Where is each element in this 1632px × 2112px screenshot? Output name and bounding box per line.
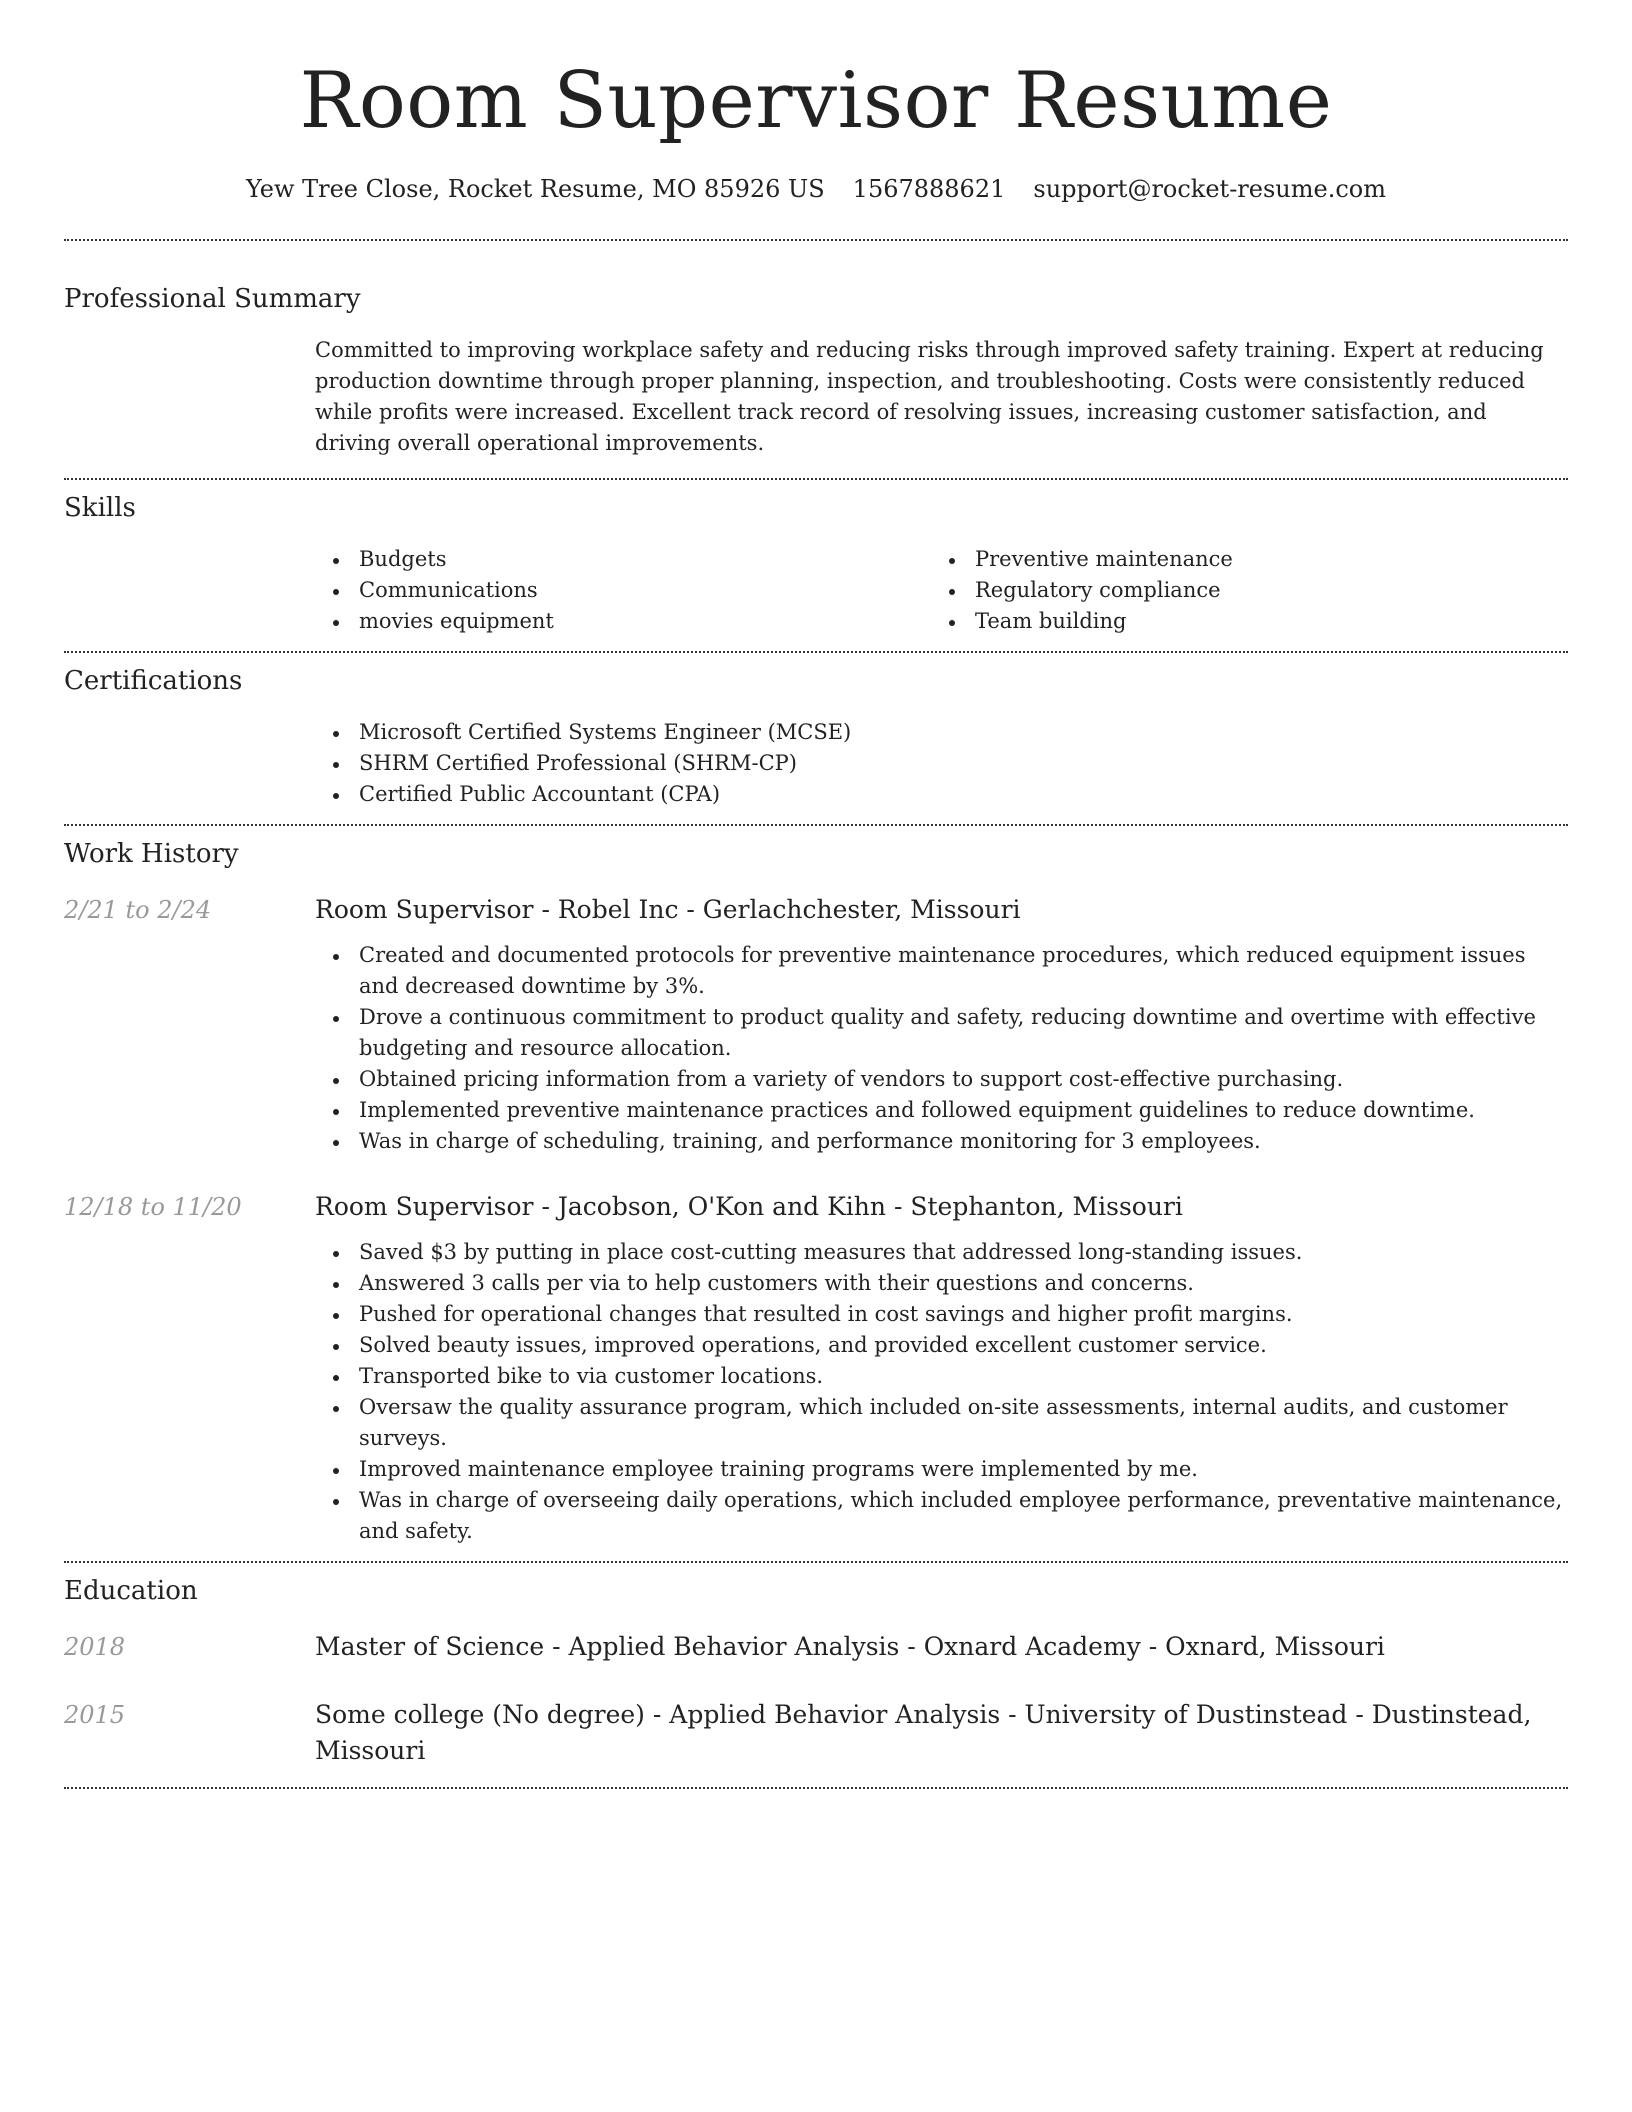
summary-text: Committed to improving workplace safety and reducing risks through improved safety training. Expert at reducing production downtime through proper planning, inspection, and troubleshooting. Costs were consistently reduced while profits were increased. Excellent track record of resolving issues, increasing customer satisfaction, and driving overall operational improvements. (315, 338, 1544, 455)
job-entry (64, 1189, 1568, 1547)
resume-header (64, 0, 1568, 206)
list-item: Certified Public Accountant (CPA) (315, 779, 1568, 810)
education-section (64, 1573, 1568, 1769)
divider (64, 651, 1568, 653)
list-item: Oversaw the quality assurance program, which included on-site assessments, internal audits, and customer surveys. (315, 1392, 1568, 1454)
list-item: Created and documented protocols for preventive maintenance procedures, which reduced equipment issues and decreased downtime by 3%. (315, 940, 1568, 1002)
list-item: Answered 3 calls per via to help customers with their questions and concerns. (315, 1268, 1568, 1299)
divider (64, 478, 1568, 480)
summary-section (64, 281, 1568, 459)
certifications-section (64, 663, 1568, 810)
section-heading: Skills (64, 493, 136, 523)
contact-phone: 1567888621 (852, 175, 1006, 203)
job-title: Room Supervisor - Robel Inc - Gerlachchester, Missouri (315, 895, 1021, 924)
section-heading: Work History (64, 839, 239, 869)
education-title: Some college (No degree) - Applied Behavior Analysis - University of Dustinstead - Dustinstead, Missouri (315, 1700, 1532, 1765)
work-history-section (64, 836, 1568, 1547)
section-heading: Education (64, 1576, 198, 1606)
skills-section (64, 490, 1568, 637)
job-dates: 2/21 to 2/24 (64, 896, 212, 924)
job-body (315, 892, 1568, 1157)
education-entry (64, 1697, 1568, 1769)
list-item: SHRM Certified Professional (SHRM-CP) (315, 748, 1568, 779)
job-bullets (315, 940, 1568, 1157)
divider (64, 824, 1568, 826)
job-dates: 12/18 to 11/20 (64, 1193, 242, 1221)
education-year: 2015 (64, 1701, 126, 1729)
education-entry (64, 1629, 1568, 1665)
divider (64, 1561, 1568, 1563)
contact-email: support@rocket-resume.com (1033, 175, 1386, 203)
resume-title: Room Supervisor Resume (299, 56, 1333, 146)
list-item: Communications (315, 575, 931, 606)
list-item: Implemented preventive maintenance practices and followed equipment guidelines to reduce downtime. (315, 1095, 1568, 1126)
job-bullets (315, 1237, 1568, 1547)
section-heading: Professional Summary (64, 284, 361, 314)
list-item: Drove a continuous commitment to product quality and safety, reducing downtime and overtime with effective budgeting and resource allocation. (315, 1002, 1568, 1064)
list-item: Was in charge of overseeing daily operations, which included employee performance, preventative maintenance, and safety. (315, 1485, 1568, 1547)
list-item: movies equipment (315, 606, 931, 637)
education-year: 2018 (64, 1633, 126, 1661)
contact-line (64, 172, 1568, 206)
skills-column-left (315, 544, 931, 637)
list-item: Solved beauty issues, improved operations, and provided excellent customer service. (315, 1330, 1568, 1361)
list-item: Transported bike to via customer locations. (315, 1361, 1568, 1392)
certifications-list (315, 717, 1568, 810)
divider (64, 1787, 1568, 1789)
education-title: Master of Science - Applied Behavior Analysis - Oxnard Academy - Oxnard, Missouri (315, 1632, 1385, 1661)
section-heading: Certifications (64, 666, 243, 696)
skills-list (315, 544, 1568, 637)
list-item: Improved maintenance employee training programs were implemented by me. (315, 1454, 1568, 1485)
list-item: Pushed for operational changes that resulted in cost savings and higher profit margins. (315, 1299, 1568, 1330)
list-item: Budgets (315, 544, 931, 575)
job-entry (64, 892, 1568, 1157)
contact-address: Yew Tree Close, Rocket Resume, MO 85926 US (245, 175, 825, 203)
list-item: Team building (931, 606, 1547, 637)
list-item: Obtained pricing information from a variety of vendors to support cost-effective purchasing. (315, 1064, 1568, 1095)
job-body (315, 1189, 1568, 1547)
list-item: Saved $3 by putting in place cost-cutting measures that addressed long-standing issues. (315, 1237, 1568, 1268)
list-item: Preventive maintenance (931, 544, 1547, 575)
job-title: Room Supervisor - Jacobson, O'Kon and Kihn - Stephanton, Missouri (315, 1192, 1183, 1221)
list-item: Regulatory compliance (931, 575, 1547, 606)
skills-column-right (931, 544, 1547, 637)
divider (64, 239, 1568, 241)
list-item: Was in charge of scheduling, training, and performance monitoring for 3 employees. (315, 1126, 1568, 1157)
list-item: Microsoft Certified Systems Engineer (MCSE) (315, 717, 1568, 748)
